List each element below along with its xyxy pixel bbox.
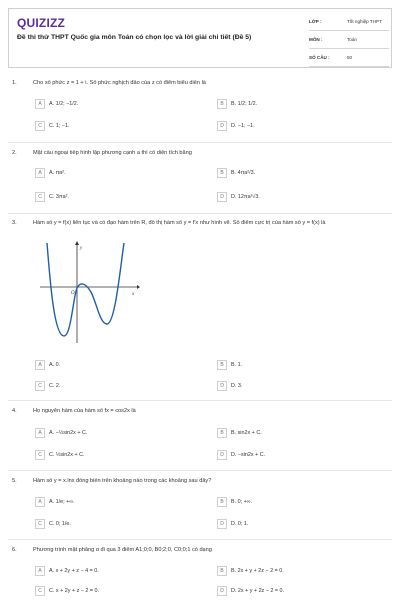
option-letter-box: A [35,168,45,178]
option-b[interactable] [217,566,387,578]
option-text: B. 4πa²/3. [231,170,256,176]
option-b[interactable] [217,360,387,372]
option-d[interactable] [217,192,387,204]
option-text: A. 0. [49,362,61,368]
meta-key: MÔN : [309,37,323,42]
option-b[interactable] [217,428,387,440]
divider [8,400,392,401]
option-letter-box: C [35,121,45,131]
option-a[interactable] [35,168,205,180]
option-letter-box: C [35,450,45,460]
question-number: 2. [12,150,17,156]
meta-row-subject [309,31,389,49]
meta-value: Tốt nghiệp THPT [347,19,382,24]
question-text: Mặt cầu ngoại tiếp hình lập phương cạnh a thì có diện tích bằng [33,150,192,156]
option-letter-box: C [35,381,45,391]
option-text: A. −½sin2x + C. [49,430,88,436]
option-letter-box: D [217,519,227,529]
option-text: D. −sin2x + C. [231,452,266,458]
question-number: 6. [12,547,17,553]
option-text: C. 0; 1/e. [49,521,71,527]
meta-table [309,13,389,67]
option-letter-box: B [217,360,227,370]
question-number: 1. [12,80,17,86]
option-letter-box: B [217,497,227,507]
option-d[interactable] [217,450,387,462]
option-text: B. sin2x + C. [231,430,262,436]
question-number: 3. [12,220,17,226]
question-text: Phương trình mặt phẳng α đi qua 3 điểm A1;0;0, B0;2;0, C0;0;1 có dạng [33,547,212,553]
option-text: B. 0; +∞. [231,499,253,505]
option-d[interactable] [217,586,387,598]
option-c[interactable] [35,586,205,598]
option-text: D. 3. [231,383,243,389]
option-c[interactable] [35,450,205,462]
divider [8,213,392,214]
option-b[interactable] [217,497,387,509]
divider [8,539,392,540]
option-c[interactable] [35,192,205,204]
option-text: A. πa². [49,170,66,176]
option-letter-box: A [35,566,45,576]
option-d[interactable] [217,519,387,531]
option-d[interactable] [217,121,387,133]
option-text: B. 2x + y + 2z − 2 = 0. [231,568,284,574]
option-letter-box: D [217,121,227,131]
option-text: C. 1; −1. [49,123,70,129]
y-axis-arrow [75,241,79,245]
y-axis-label: y [80,246,83,251]
question-text: Hàm số y = f(x) liên tục và có đạo hàm trên R, đồ thị hàm số y = f′x như hình vẽ. Số điểm cực trị của hàm số y = f(x) là [33,220,326,226]
option-a[interactable] [35,566,205,578]
option-letter-box: A [35,497,45,507]
option-letter-box: C [35,586,45,596]
meta-row-class [309,13,389,31]
derivative-curve [47,243,124,336]
option-letter-box: A [35,360,45,370]
x-axis-arrow [137,285,140,289]
question-text: Họ nguyên hàm của hàm số fx = cos2x là [33,408,136,414]
worksheet-header [8,8,392,68]
option-text: A. x + 2y + z − 4 = 0. [49,568,99,574]
origin-label: O [71,291,75,296]
option-text: C. ½sin2x + C. [49,452,85,458]
option-text: D. 0; 1. [231,521,249,527]
question-number: 4. [12,408,17,414]
option-letter-box: B [217,566,227,576]
option-text: A. 1/2; −1/2. [49,101,79,107]
derivative-graph [40,240,140,345]
option-letter-box: C [35,519,45,529]
meta-key: LỚP : [309,19,322,24]
option-text: B. 1/2; 1/2. [231,101,258,107]
x-axis-label: x [132,292,135,297]
option-text: D. 12πa²√3. [231,194,260,200]
option-letter-box: C [35,192,45,202]
option-a[interactable] [35,428,205,440]
option-c[interactable] [35,121,205,133]
meta-value: 50 [347,55,353,60]
question-number: 5. [12,478,17,484]
meta-value: Toán [347,37,357,42]
option-letter-box: B [217,428,227,438]
option-a[interactable] [35,497,205,509]
question-text: Cho số phức z = 1 + i. Số phức nghịch đảo của z có điểm biểu diễn là [33,80,206,86]
option-letter-box: A [35,428,45,438]
option-letter-box: D [217,586,227,596]
option-letter-box: B [217,168,227,178]
option-b[interactable] [217,99,387,111]
document-title: Đề thi thử THPT Quốc gia môn Toán có chọn lọc và lời giải chi tiết (Đề 5) [17,34,252,41]
option-c[interactable] [35,381,205,393]
option-letter-box: A [35,99,45,109]
option-text: C. 3πa². [49,194,69,200]
option-letter-box: D [217,450,227,460]
question-text: Hàm số y = x.lnx đồng biến trên khoảng nào trong các khoảng sau đây? [33,478,212,484]
option-text: C. 2. [49,383,61,389]
divider [8,470,392,471]
meta-row-count [309,49,389,67]
option-letter-box: D [217,192,227,202]
option-text: D. −1; −1. [231,123,255,129]
divider [8,142,392,143]
option-text: D. 2x + y + 2z − 2 = 0. [231,588,285,594]
option-d[interactable] [217,381,387,393]
option-text: A. 1/e; +∞. [49,499,75,505]
meta-key: SỐ CÂU : [309,55,330,60]
option-letter-box: B [217,99,227,109]
option-a[interactable] [35,99,205,111]
option-b[interactable] [217,168,387,180]
option-text: C. x + 2y + z − 2 = 0. [49,588,100,594]
option-a[interactable] [35,360,205,372]
option-c[interactable] [35,519,205,531]
quizizz-logo: QUIZIZZ [17,16,66,30]
option-letter-box: D [217,381,227,391]
option-text: B. 1. [231,362,243,368]
